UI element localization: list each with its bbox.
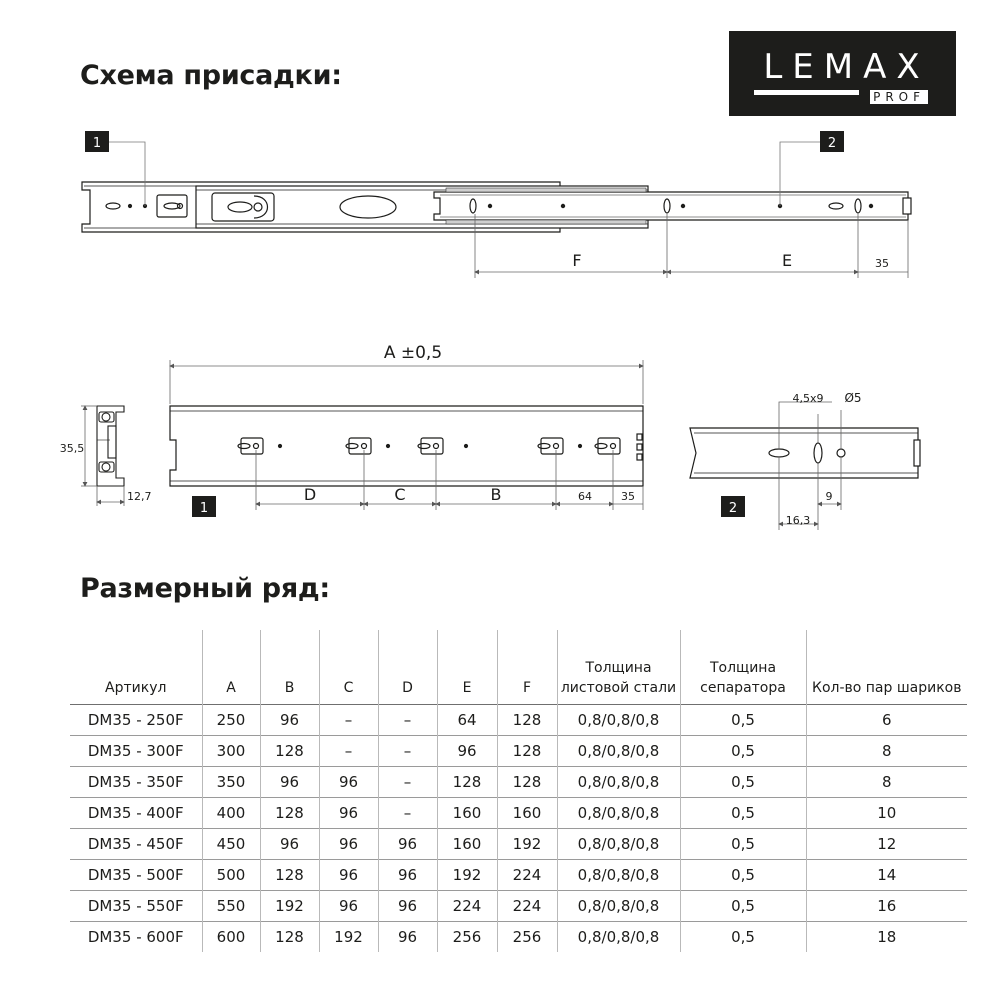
table-cell: 96 bbox=[260, 829, 319, 860]
table-cell: 0,5 bbox=[680, 736, 806, 767]
table-cell: DM35 - 600F bbox=[70, 922, 202, 953]
table-cell: 96 bbox=[319, 829, 378, 860]
size-table bbox=[70, 630, 967, 952]
table-row bbox=[70, 860, 967, 891]
marker-1-middle bbox=[192, 496, 216, 517]
table-row bbox=[70, 798, 967, 829]
dim-f-label: F bbox=[572, 251, 582, 270]
svg-text:2: 2 bbox=[827, 136, 837, 151]
table-header-row bbox=[70, 630, 967, 705]
slot-size-label: 4,5x9 bbox=[792, 392, 824, 405]
dim-16-3-label: 16,3 bbox=[785, 514, 811, 527]
table-cell: DM35 - 300F bbox=[70, 736, 202, 767]
table-cell: 192 bbox=[319, 922, 378, 953]
table-cell: 8 bbox=[806, 767, 967, 798]
svg-text:1: 1 bbox=[92, 136, 102, 151]
marker-2-top bbox=[820, 131, 844, 152]
table-cell: DM35 - 400F bbox=[70, 798, 202, 829]
table-header-cell: F bbox=[497, 630, 557, 705]
table-cell: 64 bbox=[437, 705, 497, 736]
table-row bbox=[70, 705, 967, 736]
table-cell: 96 bbox=[319, 891, 378, 922]
table-cell: DM35 - 350F bbox=[70, 767, 202, 798]
detail-2-drawing bbox=[690, 428, 920, 478]
table-cell: 0,5 bbox=[680, 705, 806, 736]
table-cell: – bbox=[378, 767, 437, 798]
table-cell: 14 bbox=[806, 860, 967, 891]
hole-diameter-label: Ø5 bbox=[844, 391, 862, 405]
table-header-cell: Толщина сепаратора bbox=[680, 630, 806, 705]
table-row bbox=[70, 736, 967, 767]
table-cell: 224 bbox=[497, 891, 557, 922]
table-cell: 192 bbox=[437, 860, 497, 891]
section-title-size-range: Размерный ряд: bbox=[80, 573, 330, 604]
table-cell: 0,5 bbox=[680, 891, 806, 922]
logo-sub: PROF bbox=[870, 90, 928, 104]
table-cell: 0,8/0,8/0,8 bbox=[557, 922, 680, 953]
table-cell: 96 bbox=[260, 767, 319, 798]
table-header-cell: C bbox=[319, 630, 378, 705]
table-cell: 192 bbox=[497, 829, 557, 860]
table-header-cell: E bbox=[437, 630, 497, 705]
table-cell: 128 bbox=[437, 767, 497, 798]
table-cell: 256 bbox=[497, 922, 557, 953]
table-cell: 256 bbox=[437, 922, 497, 953]
logo-brand: LEMAX bbox=[763, 47, 930, 87]
table-header-cell: Толщина листовой стали bbox=[557, 630, 680, 705]
table-cell: 16 bbox=[806, 891, 967, 922]
table-cell: 8 bbox=[806, 736, 967, 767]
table-cell: – bbox=[378, 736, 437, 767]
dim-b-label: B bbox=[490, 485, 502, 504]
table-cell: 96 bbox=[260, 705, 319, 736]
dim-35-5-label: 35,5 bbox=[59, 442, 85, 455]
table-cell: 300 bbox=[202, 736, 260, 767]
table-cell: 18 bbox=[806, 922, 967, 953]
table-cell: 6 bbox=[806, 705, 967, 736]
svg-text:2: 2 bbox=[728, 501, 738, 516]
table-cell: 10 bbox=[806, 798, 967, 829]
table-cell: 0,8/0,8/0,8 bbox=[557, 798, 680, 829]
table-cell: 96 bbox=[437, 736, 497, 767]
table-cell: DM35 - 500F bbox=[70, 860, 202, 891]
dim-9-label: 9 bbox=[825, 490, 833, 503]
table-cell: – bbox=[319, 705, 378, 736]
table-cell: DM35 - 450F bbox=[70, 829, 202, 860]
table-cell: 0,8/0,8/0,8 bbox=[557, 891, 680, 922]
table-cell: 224 bbox=[437, 891, 497, 922]
table-body bbox=[70, 705, 967, 953]
table-cell: 128 bbox=[497, 705, 557, 736]
table-cell: 0,8/0,8/0,8 bbox=[557, 860, 680, 891]
table-cell: 96 bbox=[378, 922, 437, 953]
table-cell: 160 bbox=[437, 829, 497, 860]
table-cell: 0,8/0,8/0,8 bbox=[557, 736, 680, 767]
table-header-cell: D bbox=[378, 630, 437, 705]
table-cell: 0,8/0,8/0,8 bbox=[557, 829, 680, 860]
table-cell: 12 bbox=[806, 829, 967, 860]
table-cell: 350 bbox=[202, 767, 260, 798]
table-cell: 96 bbox=[378, 829, 437, 860]
dim-a-label: A ±0,5 bbox=[383, 343, 443, 363]
closed-slide-drawing bbox=[170, 406, 643, 486]
table-cell: 96 bbox=[378, 891, 437, 922]
dim-12-7-label: 12,7 bbox=[127, 490, 152, 503]
profile-section bbox=[97, 406, 124, 486]
table-cell: DM35 - 250F bbox=[70, 705, 202, 736]
table-cell: 96 bbox=[319, 798, 378, 829]
dim-e-label: E bbox=[781, 251, 793, 270]
table-row bbox=[70, 829, 967, 860]
table-cell: 550 bbox=[202, 891, 260, 922]
table-cell: 0,8/0,8/0,8 bbox=[557, 767, 680, 798]
dim-d-label: D bbox=[303, 485, 317, 504]
table-row bbox=[70, 891, 967, 922]
table-row bbox=[70, 767, 967, 798]
table-cell: – bbox=[378, 705, 437, 736]
table-cell: 224 bbox=[497, 860, 557, 891]
table-cell: 0,5 bbox=[680, 922, 806, 953]
table-cell: 500 bbox=[202, 860, 260, 891]
table-row bbox=[70, 922, 967, 953]
table-cell: 0,8/0,8/0,8 bbox=[557, 705, 680, 736]
table-cell: 0,5 bbox=[680, 767, 806, 798]
table-cell: 128 bbox=[497, 736, 557, 767]
dim-35-bottom-label: 35 bbox=[621, 490, 635, 503]
section-title-drilling-scheme: Схема присадки: bbox=[80, 60, 342, 91]
table-header-cell: B bbox=[260, 630, 319, 705]
table-cell: DM35 - 550F bbox=[70, 891, 202, 922]
table-cell: 128 bbox=[260, 860, 319, 891]
table-header-cell: Артикул bbox=[105, 680, 167, 696]
table-cell: 128 bbox=[260, 736, 319, 767]
table-cell: 96 bbox=[319, 860, 378, 891]
table-header-cell: Кол-во пар шариков bbox=[806, 630, 967, 705]
table-cell: 0,5 bbox=[680, 860, 806, 891]
svg-text:1: 1 bbox=[199, 501, 209, 516]
table-cell: – bbox=[378, 798, 437, 829]
dim-35-label: 35 bbox=[875, 257, 889, 270]
table-cell: 128 bbox=[260, 922, 319, 953]
table-cell: 192 bbox=[260, 891, 319, 922]
table-cell: 96 bbox=[319, 767, 378, 798]
table-cell: 600 bbox=[202, 922, 260, 953]
table-cell: 400 bbox=[202, 798, 260, 829]
table-cell: 160 bbox=[497, 798, 557, 829]
marker-1-top bbox=[85, 131, 109, 152]
table-cell: 160 bbox=[437, 798, 497, 829]
marker-2-detail bbox=[721, 496, 745, 517]
table-cell: 128 bbox=[497, 767, 557, 798]
dim-c-label: C bbox=[394, 485, 406, 504]
table-cell: 96 bbox=[378, 860, 437, 891]
table-cell: 250 bbox=[202, 705, 260, 736]
table-cell: 0,5 bbox=[680, 829, 806, 860]
table-cell: 450 bbox=[202, 829, 260, 860]
table-header-cell: A bbox=[202, 630, 260, 705]
table-cell: – bbox=[319, 736, 378, 767]
dim-64-label: 64 bbox=[578, 490, 592, 503]
top-slide-drawing bbox=[82, 182, 911, 232]
table-cell: 0,5 bbox=[680, 798, 806, 829]
table-cell: 128 bbox=[260, 798, 319, 829]
